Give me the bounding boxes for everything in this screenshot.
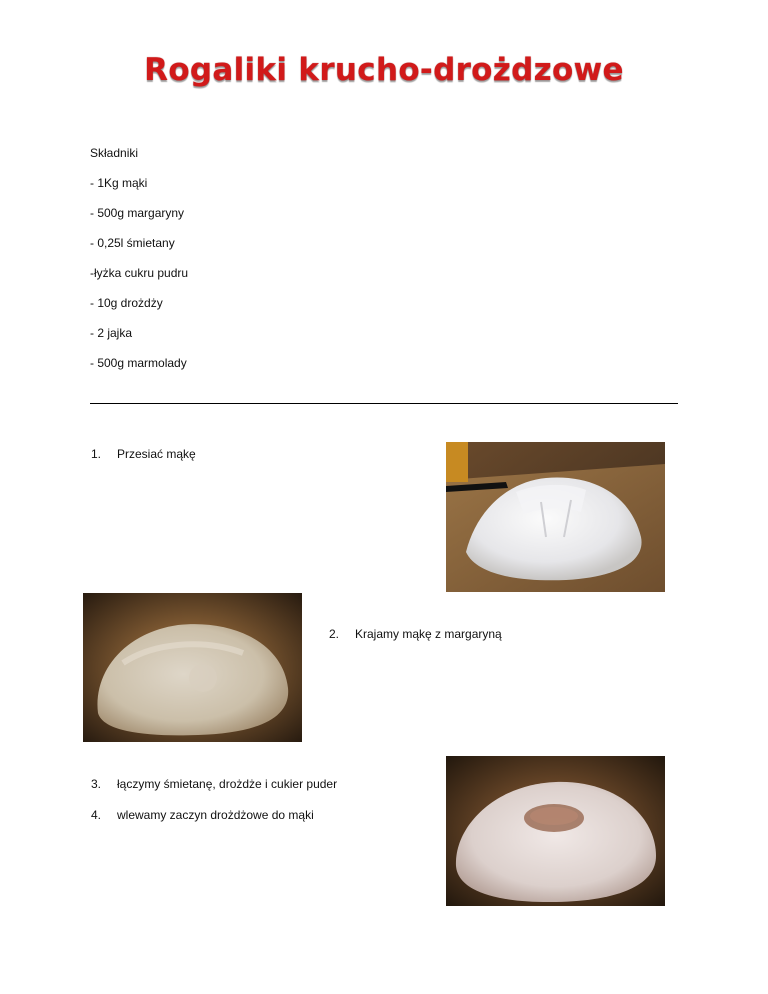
ingredient-item: - 2 jajka [90,326,133,340]
ingredients-heading: Składniki [90,146,139,160]
step-number: 1. [91,447,102,461]
step-number: 3. [91,777,102,791]
step-1 [91,447,196,461]
step-text: łączymy śmietanę, drożdże i cukier puder [117,777,338,791]
step-2 [329,627,502,641]
step-3 [91,777,337,791]
step-number: 4. [91,808,102,822]
step-number: 2. [329,627,340,641]
step-text: Krajamy mąkę z margaryną [355,627,502,641]
ingredient-item: - 0,25l śmietany [90,236,175,250]
ingredient-item: - 1Kg mąki [90,176,148,190]
photo-yeast-mixture [446,756,665,906]
ingredient-item: - 500g marmolady [90,356,187,370]
step-text: Przesiać mąkę [117,447,196,461]
ingredient-item: -łyżka cukru pudru [90,266,189,280]
step-4 [91,808,314,822]
step-text: wlewamy zaczyn drożdżowe do mąki [117,808,314,822]
ingredient-item: - 500g margaryny [90,206,185,220]
ingredient-item: - 10g drożdży [90,296,163,310]
photo-sifted-flour [446,442,665,592]
page-title: Rogaliki krucho-drożdzowe [144,52,624,88]
section-divider [90,403,678,404]
photo-flour-margarine [83,593,302,742]
